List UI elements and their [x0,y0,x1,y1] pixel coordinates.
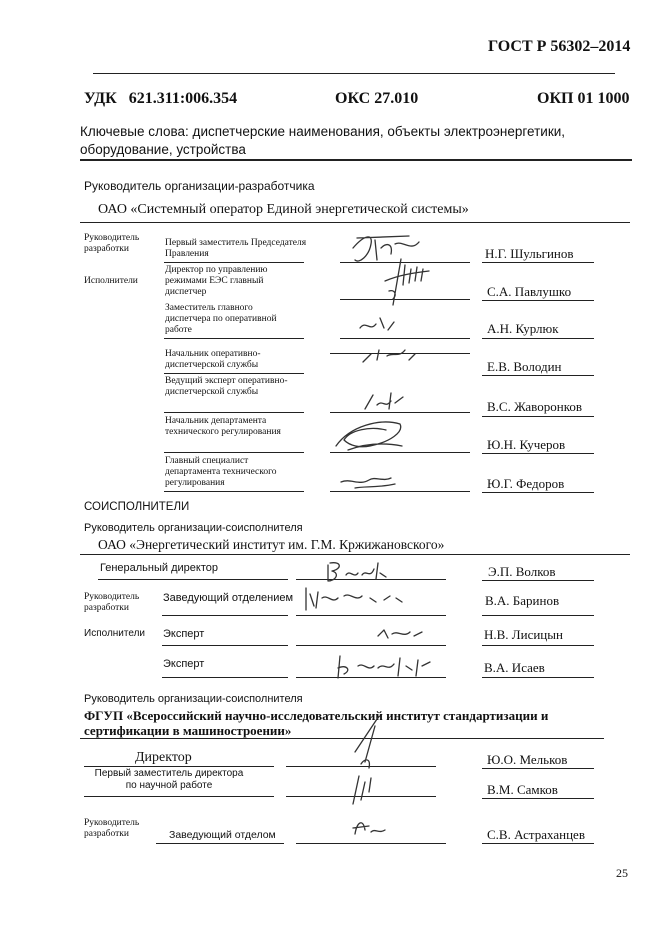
position-rule [162,677,288,678]
signature-rule [340,338,470,339]
position-rule [98,579,288,580]
page-number: 25 [616,866,628,880]
developer-name: Е.В. Володин [487,359,562,374]
developer-position: Начальник оперативно-диспетчерской службы [165,349,261,370]
signature [300,582,410,614]
org1-head-label: Руководитель разработки [84,592,140,613]
developer-position: Заместитель главного диспетчера по оперативной работе [165,303,277,335]
position-rule [162,615,288,616]
org2-heading: Руководитель организации-соисполнителя [84,693,303,705]
developer-name: Ю.Г. Федоров [487,476,565,491]
developer-executors-label: Исполнители [84,276,138,286]
signature [335,468,405,493]
developer-org-rule [80,222,630,223]
developer-heading: Руководитель организации-разработчика [84,179,315,193]
developer-name: А.Н. Курлюк [487,321,559,336]
signature [335,712,395,812]
org1-name-1: В.А. Баринов [485,593,560,608]
position-rule [164,491,304,492]
developer-position: Первый заместитель Председателя Правления [165,238,307,259]
name-rule [482,492,594,493]
org2-position-2: Заведующий отделом [169,829,276,841]
signature [365,255,435,310]
developer-head-label: Руководитель разработки [84,233,140,254]
position-rule [164,338,304,339]
name-rule [482,338,594,339]
name-rule [482,768,594,769]
standard-number: ГОСТ Р 56302–2014 [488,38,631,55]
developer-org: ОАО «Системный оператор Единой энергетической системы» [98,202,469,217]
keywords-rule [80,159,632,161]
name-rule [482,580,594,581]
org2-position-0: Директор [135,750,192,765]
org1-name-2: Н.В. Лисицын [484,627,563,642]
org1-heading: Руководитель организации-соисполнителя [84,522,303,534]
developer-position: Начальник департамента технического регулирования [165,416,281,437]
developer-position: Главный специалист департамента технического регулирования [165,456,277,488]
general-director-label: Генеральный директор [100,562,218,574]
keywords-line-2: оборудование, устройства [80,142,246,157]
org1-position-3: Эксперт [163,658,205,670]
signature [320,555,395,585]
name-rule [482,798,594,799]
position-rule [164,412,304,413]
oks-code: ОКС 27.010 [335,90,419,107]
name-rule [482,416,594,417]
position-rule [162,645,288,646]
developer-name: Н.Г. Шульгинов [485,246,574,261]
keywords-line-1: Ключевые слова: диспетчерские наименования, объекты электроэнергетики, [80,124,566,139]
org2-head-label: Руководитель разработки [84,818,140,839]
header-rule [93,73,615,74]
org1-position-2: Эксперт [163,628,205,640]
org2-name-2: С.В. Астраханцев [487,827,585,842]
name-rule [482,843,594,844]
org1-name: ОАО «Энергетический институт им. Г.М. Кржижановского» [98,537,445,552]
org2-name-line-2: сертификации в машиностроении» [84,723,292,738]
name-rule [482,677,594,678]
signature [355,385,415,415]
signature [345,812,395,842]
org2-name-0: Ю.О. Мельков [487,752,568,767]
name-rule [482,375,594,376]
developer-name: Ю.Н. Кучеров [487,437,566,452]
position-rule [84,766,274,767]
org1-name-0: Э.П. Волков [488,564,556,579]
org2-name-1: В.М. Самков [487,782,558,797]
name-rule [482,262,594,263]
position-rule [156,843,284,844]
udk-code: УДК 621.311:006.354 [84,90,238,107]
developer-name: С.А. Павлушко [487,284,572,299]
name-rule [482,615,594,616]
signature-rule [296,843,446,844]
developer-position: Ведущий эксперт оперативно-диспетчерской службы [165,376,288,397]
name-rule [482,300,594,301]
signature [355,340,425,370]
signature-rule [296,615,446,616]
coexecutors-heading: СОИСПОЛНИТЕЛИ [84,501,190,513]
org1-executors-label: Исполнители [84,628,146,639]
developer-position: Директор по управлению режимами ЕЭС главный диспетчер [165,265,268,297]
developer-name: В.С. Жаворонков [487,399,582,414]
signature [330,648,440,683]
org2-name-line-1: ФГУП «Всероссийский научно-исследовательский институт стандартизации и [84,708,549,723]
signature [370,620,430,645]
okp-code: ОКП 01 1000 [537,90,630,107]
signature [350,308,410,338]
position-rule [84,796,274,797]
signature-rule [296,645,446,646]
name-rule [482,453,594,454]
org2-position-1: Первый заместитель директора по научной работе [94,768,244,791]
org1-name-3: В.А. Исаев [484,660,545,675]
signature [330,416,410,456]
position-rule [164,373,304,374]
position-rule [164,262,304,263]
org1-position-1: Заведующий отделением [163,592,294,604]
name-rule [482,645,594,646]
position-rule [164,452,304,453]
